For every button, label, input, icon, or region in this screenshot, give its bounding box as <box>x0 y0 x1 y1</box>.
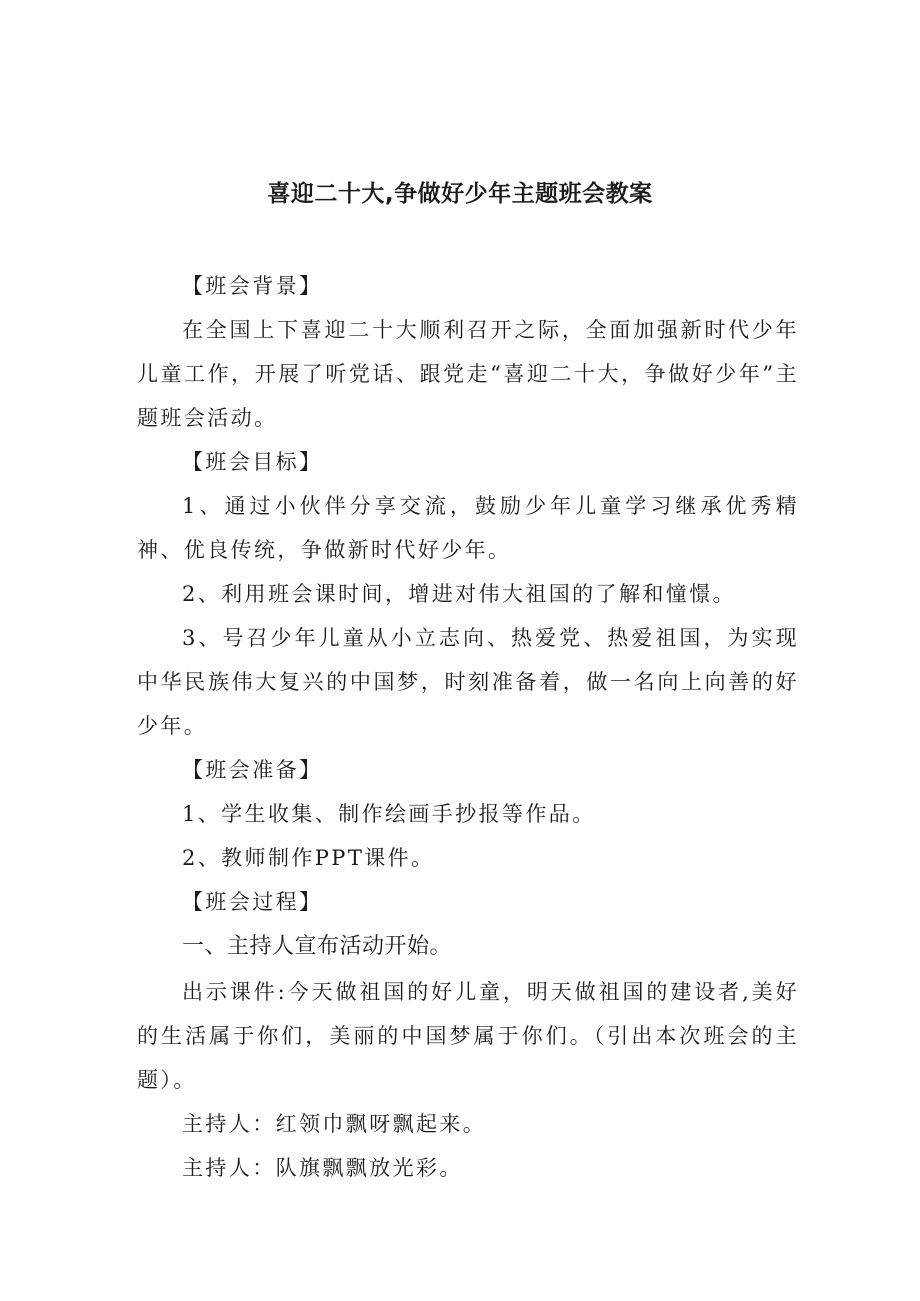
paragraph-preparation-1: 1、学生收集、制作绘画手抄报等作品。 <box>182 802 596 826</box>
paragraph-goal-3: 3、号召少年儿童从小立志向、热爱党、热爱祖国，为实现中华民族伟大复兴的中国梦，时刻准备着，做一名向上向善的好少年。 <box>137 626 799 738</box>
paragraph-goal-2: 2、利用班会课时间，增进对伟大祖国的了解和憧憬。 <box>182 582 736 606</box>
paragraph-host-line-2: 主持人：队旗飘飘放光彩。 <box>182 1156 463 1180</box>
section-heading-background: 【班会背景】 <box>182 274 323 298</box>
section-heading-preparation: 【班会准备】 <box>182 758 323 782</box>
document-title: 喜迎二十大,争做好少年主题班会教案 <box>267 181 653 207</box>
paragraph-host-line-1: 主持人：红领巾飘呀飘起来。 <box>182 1112 487 1136</box>
paragraph-courseware: 出示课件:今天做祖国的好儿童，明天做祖国的建设者,美好的生活属于你们，美丽的中国梦属于你们。（引出本次班会的主题）。 <box>137 980 799 1092</box>
process-step-1-heading: 一、主持人宣布活动开始。 <box>182 934 453 959</box>
paragraph-goal-1: 1、通过小伙伴分享交流，鼓励少年儿童学习继承优秀精神、优良传统，争做新时代好少年。 <box>137 494 799 562</box>
document-body <box>137 264 799 1190</box>
paragraph-background: 在全国上下喜迎二十大顺利召开之际，全面加强新时代少年儿童工作，开展了听党话、跟党走“喜迎二十大，争做好少年”主题班会活动。 <box>137 318 799 430</box>
section-heading-process: 【班会过程】 <box>182 890 323 914</box>
paragraph-preparation-2: 2、教师制作PPT课件。 <box>182 846 435 870</box>
section-heading-goals: 【班会目标】 <box>182 450 323 474</box>
